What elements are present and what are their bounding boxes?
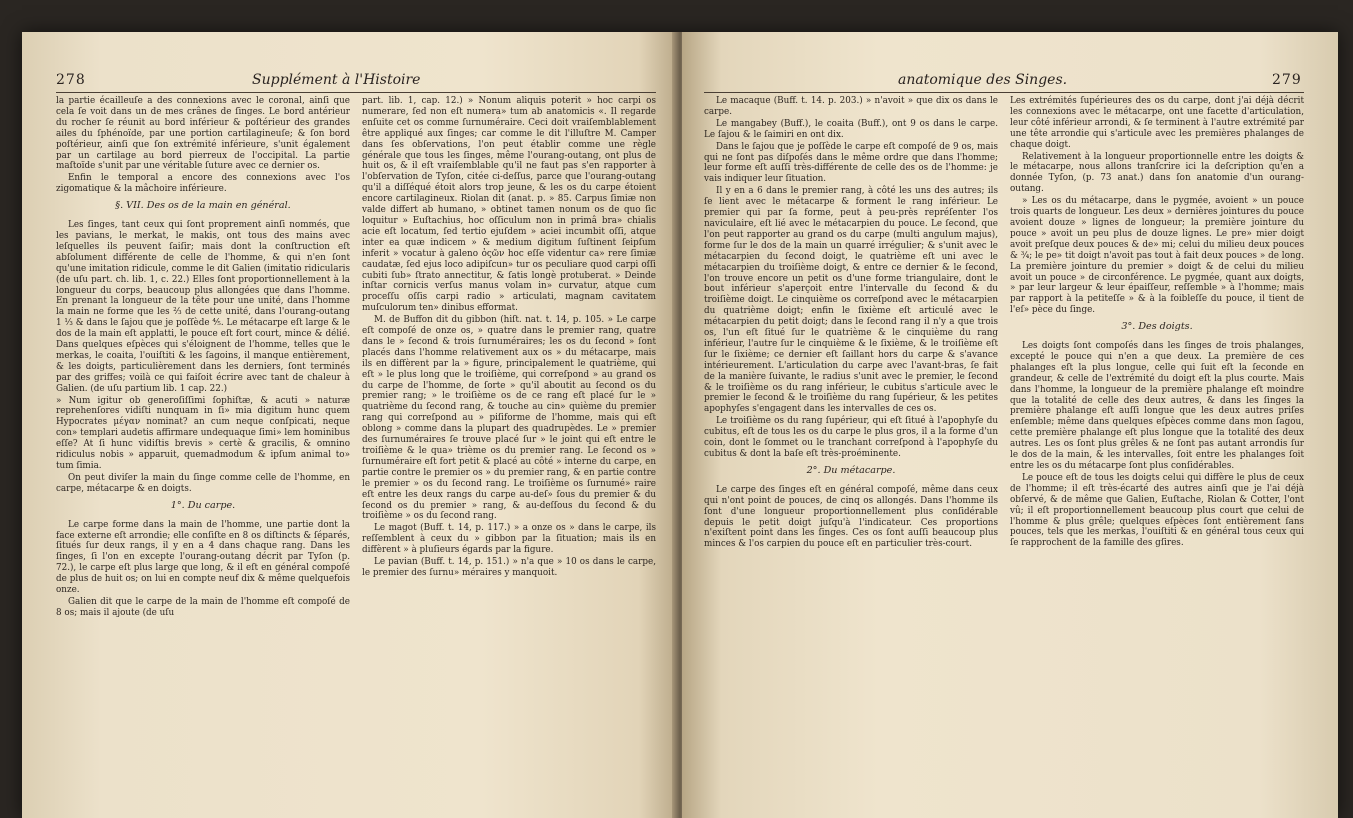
right-header-rule [704, 92, 1304, 93]
paragraph: Le troiſième os du rang ſupérieur, qui eſt ſitué à l'apophyſe du cubitus, eſt de tous les os du carpe le plus gros, il a la forme d'un coin, dont le ſommet ou le tranchant correſpond à l'apophyſe du cubitus & dont la baſe eſt très-proéminente. [704, 416, 998, 459]
left-column-2 [362, 96, 656, 580]
paragraph: Galien dit que le carpe de la main de l'homme eſt compoſé de 8 os; mais il ajoute (de uſu [56, 596, 350, 618]
section-heading: 1°. Du carpe. [170, 499, 236, 511]
left-column-1 [56, 96, 350, 620]
paragraph: Le carpe des ſinges eſt en général compoſé, même dans ceux qui n'ont point de pouces, de cinq os allongés. Dans l'homme ils ſont d'une longueur proportionnellement plus conſidérable depuis le petit doigt juſqu'à l'indicateur. Ces proportions n'exiſtent point dans les ſinges. Ces os ſont auſſi beaucoup plus minces & l'os carpien du pouce eſt en particulier très-court. [704, 484, 998, 550]
paragraph: Le magot (Buff. t. 14, p. 117.) » a onze os » dans le carpe, ils reſſemblent à ceux du » gibbon par la ſituation; mais ils en diffèrent » à pluſieurs égards par la figure. [362, 523, 656, 556]
paragraph: » Les os du métacarpe, dans le pygmée, avoient » un pouce trois quarts de longueur. Les deux » dernières jointures du pouce avoient douze » lignes de longueur; la première jointure du pouce » avoit un peu plus de douze lignes. Le pre» mier doigt avoit preſque deux pouces & de» mi; celui du milieu deux pouces & ¾; le pe» tit doigt n'avoit pas tout à fait deux pouces » de long. La première jointure du premier » doigt & de celui du milieu avoit un pouce » de circonférence. Le pygmée, quant aux doigts, » par leur largeur & leur épaiſſeur, reſſemble » à l'homme; mais par rapport à la petiteſſe » & à la foibleſſe du pouce, il tient de l'eſ» pèce du ſinge. [1010, 196, 1304, 316]
paragraph: Le carpe forme dans la main de l'homme, une partie dont la face externe eſt arrondie; elle conſiſte en 8 os diſtincts & ſéparés, ſitués ſur deux rangs, il y en a 4 dans chaque rang. Dans les ſinges, ſi l'on en excepte l'ourang-outang décrit par Tyſon (p. 72.), le carpe eſt plus large que long, & il eſt en général compoſé de plus de huit os; on lui en compte neuf dix & même quelquefois onze. [56, 519, 350, 596]
right-page [682, 32, 1338, 818]
paragraph: M. de Buffon dit du gibbon (hiſt. nat. t. 14, p. 105. » Le carpe eſt compoſé de onze os, » quatre dans le premier rang, quatre dans le » ſecond & trois ſurnuméraires; les os du ſecond » ſont placés dans l'homme relativement aux os » du métacarpe, mais ils en diffèrent par la » figure, principalement le quatrième, qui eſt » le plus long que le troiſième, qui correſpond » au grand os du carpe de l'homme, de ſorte » qu'il aboutit au ſecond os du premier rang; » le troiſième os de ce rang eſt placé ſur le » quatrième du ſecond rang, & touche au cin» quième du premier rang qui correſpond au » piſiforme de l'homme, mais qui eſt oblong » comme dans la plupart des quadrupèdes. Le » premier des ſurnuméraires ſe trouve placé ſur » le joint qui eſt entre le troiſième & le qua» trième os du premier rang. Le ſecond os » ſurnuméraire eſt fort petit & placé au côté » interne du carpe, en partie contre le premier os » du premier rang, & en partie contre le premier » os du ſecond rang. Le troiſième os ſurnumé» raire eſt entre les deux rangs du carpe au-deſ» ſous du premier & du ſecond os du premier » rang, & au-deſſous du ſecond & du troiſième » os du ſecond rang. [362, 315, 656, 522]
paragraph: Il y en a 6 dans le premier rang, à côté les uns des autres; ils ſe lient avec le métacarpe & forment le rang inférieur. Le premier qui par ſa forme, peut à peu-près repréſenter l'os naviculaire, eſt lié avec le métacarpien du pouce. Le ſecond, que l'on peut rapporter au grand os du carpe (multi angulum majus), forme ſur le dos de la main un quarré irrégulier; & s'unit avec le métacarpien du ſecond doigt, le quatrième eſt uni avec le métacarpien du troiſième doigt, & entre ce dernier & le ſecond, l'on trouve encore un petit os d'une forme triangulaire, dont le bout inférieur s'aperçoit entre l'intervalle du ſecond & du troiſième doigt. Le cinquième os correſpond avec le métacarpien du quatrième doigt; enfin le ſixième eſt articulé avec le métacarpien du petit doigt; dans le ſecond rang il n'y a que trois os, l'un eſt ſitué ſur le quatrième & le cinquième du rang inférieur, l'autre ſur le cinquième & le ſixième, & le troiſième eſt ſur le ſixième; ce dernier eſt ſaillant hors du carpe & s'avance intérieurement. L'articulation du carpe avec l'avant-bras, ſe fait de la manière ſuivante, le radius s'unit avec le premier, le ſecond & le troiſième os du rang inférieur, le cubitus s'articule avec le premier le ſecond & le troiſième du rang ſupérieur, & les petites apophyſes s'engagent dans les intervalles de ces os. [704, 186, 998, 415]
section-heading: 3°. Des doigts. [1121, 321, 1193, 333]
left-page [22, 32, 678, 818]
paragraph: Dans le ſajou que je poſſède le carpe eſt compoſé de 9 os, mais qui ne ſont pas diſpoſés dans le même ordre que dans l'homme; leur forme eſt auſſi très-différente de celle des os de l'homme: je vais indiquer leur ſituation. [704, 141, 998, 185]
section-heading: §. VII. Des os de la main en général. [115, 200, 291, 212]
left-header-rule [56, 92, 656, 93]
paragraph: Les ſinges, tant ceux qui ſont proprement ainſi nommés, que les pavians, le merkat, le makis, ont tous des mains avec leſquelles ils peuvent ſaiſir; mais dont la conſtruction eſt abſolument différente de celle de l'homme, & qui n'en ſont qu'une imitation ridicule, comme le dit Galien (imitatio ridicularis (de uſu part. ch. lib. 1, c. 22.) Elles ſont proportionnellement à la longueur du corps, beaucoup plus allongées que dans l'homme. En prenant la longueur de la tête pour une unité, dans l'homme la main ne forme que les ⅔ de cette unité, dans l'ourang-outang 1 ⅓ & dans le ſajou que je poſſède ⅘. Le métacarpe eſt large & le dos de la main eſt applatti, le pouce eſt fort court, mince & délié. Dans quelques eſpèces qui s'éloignent de l'homme, telles que le merkas, le coaita, l'ouiſtiti & les ſagoins, il manque entièrement, & les doigts, particulièrement dans les derniers, ſont terminés par des griffes; voilà ce qui faiſoit écrire avec tant de chaleur à Galien. (de uſu partium lib. 1 cap. 22.) [56, 220, 350, 394]
paragraph: » Num igitur ob generoſiſſimi ſophiſtæ, & acuti » naturæ reprehenſores vidiſti nunquam in ſi» mia digitum hunc quem Hypocrates μέγαν nominat? an cum neque conſpicati, neque con» templari audetis affirmare undequaque ſimi» lem hominibus eſſe? At ſi hunc vidiſtis brevis » certè & gracilis, & omnino ridiculus nobis » apparuit, quemadmodum & ipſum animal to» tum ſimia. [56, 395, 350, 471]
left-running-header: Supplément à l'Histoire [252, 72, 421, 88]
book-spread [22, 32, 1338, 818]
paragraph: Le macaque (Buff. t. 14. p. 203.) » n'avoit » que dix os dans le carpe. [704, 96, 998, 117]
section-heading: 2°. Du métacarpe. [806, 464, 896, 476]
paragraph: Les extrémités ſupérieures des os du carpe, dont j'ai déjà décrit les connexions avec le métacarpe, ont une facette d'articulation, leur côté inférieur arrondi, & ſe terminent à l'autre extrémité par une tête arrondie qui s'articule avec les premières phalanges de chaque doigt. [1010, 96, 1304, 150]
paragraph: Le pavian (Buff. t. 14, p. 151.) » n'a que » 10 os dans le carpe, le premier des ſurnu» méraires y manquoit. [362, 557, 656, 578]
right-column-2 [1010, 96, 1304, 550]
paragraph: Les doigts ſont compoſés dans les ſinges de trois phalanges, excepté le pouce qui n'en a que deux. La première de ces phalanges eſt la plus longue, celle qui ſuit eſt la ſeconde en grandeur, & celle de l'extrémité du doigt eſt la plus courte. Mais dans l'homme, la longueur de la première phalange eſt moindre que la totalité de celle des deux autres, & dans les ſinges la première phalange eſt auſſi longue que les deux autres priſes enſemble; même dans quelques eſpèces comme dans mon ſagou, cette première phalange eſt plus longue que la totalité des deux autres. Les os ſont plus grêles & ne ſont pas autant arrondis ſur le dos de la main, & les intervalles, ſoit entre les phalanges ſoit entre les os du métacarpe ſont plus conſidérables. [1010, 341, 1304, 471]
paragraph: Enfin le temporal a encore des connexions avec l'os zigomatique & la mâchoire inférieure. [56, 173, 350, 195]
paragraph: part. lib. 1, cap. 12.) » Nonum aliquis poterit » hoc carpi os numerare, ſed non eſt numera» tum ab anatomicis «. Il regarde enſuite cet os comme ſurnuméraire. Ceci doit vraiſemblablement être appliqué aux ſinges; car comme le dit l'illuſtre M. Camper dans ſes obſervations, l'on peut établir comme une règle générale que tous les ſinges, même l'ourang-outang, ont plus de huit os, & il eſt vraiſemblable qu'il ne faut pas s'en rapporter à l'obſervation de Tyſon, citée ci-deſſus, parce que l'ourang-outang qu'il a diſſéqué étoit alors trop jeune, & les os du carpe étoient encore cartilagineux. Riolan dit (anat. p. » 85. Carpus ſimiæ non valde differt ab humano, » obtinet tamen nonum os de quo ſic loquitur » Euſtachius, hoc oſſiculum non in primâ bra» chialis acie eſt locatum, ſed tertio ejuſdem » aciei incumbit oſſi, atque inter ea quæ indicem » & medium digitum ſuſtinent ſeipſum inferit » vocatur à galeno ὀςῶν hoc eſſe videntur ca» rere ſimiæ caudatæ, ſed ejus loco adipiſcun» tur os peculiare quod carpi oſſi cubiti ſub» ſtrato annectitur, & ſatis longè protuberat. » Deinde inſtar cornicis verſus manus volam in» curvatur, atque cum proceſſu oſſis carpi radio » articulati, magnam cavitatem muſculorum ten» dinibus efformat. [362, 96, 656, 314]
paragraph: On peut diviſer la main du ſinge comme celle de l'homme, en carpe, métacarpe & en doigts. [56, 472, 350, 494]
right-page-number: 279 [1272, 72, 1302, 88]
right-column-1 [704, 96, 998, 551]
paragraph: Le mangabey (Buff.), le coaita (Buff.), ont 9 os dans le carpe. Le ſajou & le ſaimiri en ont dix. [704, 118, 998, 140]
paragraph: la partie écailleuſe a des connexions avec le coronal, ainſi que cela ſe voit dans un de mes crânes de ſinges. Le bord antérieur du rocher ſe réunit au bord inférieur & poſtérieur des grandes ailes du ſphénoïde, par une portion cartilagineuſe; & ſon bord poſtérieur, ainſi que ſon extrémité inférieure, s'unit également par un cartilage au bord pierreux de l'occipital. La partie maſtoïde s'unit par une véritable ſuture avec ce dernier os. [56, 96, 350, 172]
paragraph: Le pouce eſt de tous les doigts celui qui diffère le plus de ceux de l'homme; il eſt très-écarté des autres ainſi que je l'ai déjà obſervé, & de même que Galien, Euſtache, Riolan & Cotter, l'ont vû; il eſt proportionnellement beaucoup plus court que celui de l'homme & plus grêle; quelques eſpèces ſont entièrement ſans pouces, tels que les merkas, l'ouiſtiti & en général tous ceux qui ſe rapprochent de la famille des gſires. [1010, 472, 1304, 549]
paragraph: Relativement à la longueur proportionnelle entre les doigts & le métacarpe, nous allons tranſcrire ici la deſcription qu'en a donnée Tyſon, (p. 73 anat.) dans ſon anatomie d'un ourang-outang. [1010, 151, 1304, 195]
right-running-header: anatomique des Singes. [898, 72, 1068, 88]
left-page-number: 278 [56, 72, 86, 88]
